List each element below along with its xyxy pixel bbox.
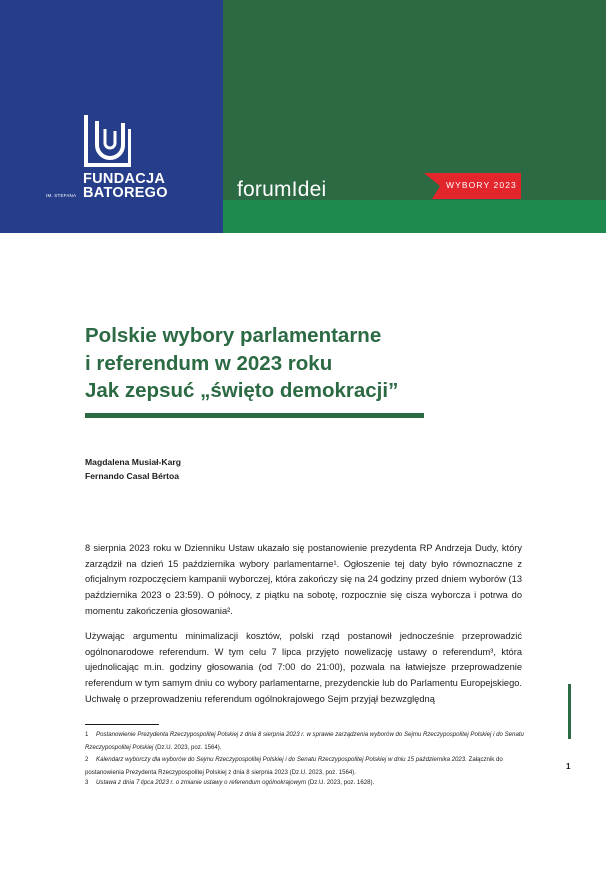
footnote-separator — [85, 724, 159, 725]
body-paragraph: Używając argumentu minimalizacji kosztów, polski rząd postanowił jednocześnie przeprowadzić ogólnonarodowe referendum. W tym celu 7 lipca przyjęto nowelizację ustawy o referendum³, która ujednolicając m.in. godziny głosowania (od 7:00 do 21:00), pozwala na łatwiejsze przeprowadzenie referendum w tym samym dniu co wybory parlamentarne, prezydenckie lub do Parlamentu Europejskiego. Uchwałę o przeprowadzeniu referendum ogólnokrajowego Sejm przyjął bezwzględną — [85, 631, 522, 704]
header-right-panel — [223, 0, 606, 200]
footnote-italic-text: Kalendarz wyborczy dla wyborów do Sejmu Rzeczypospolitej Polskiej i do Senatu Rzeczypospolitej Polskiej w dniu 15 października 2023. — [96, 756, 467, 763]
author-name: Magdalena Musiał-Karg — [85, 457, 181, 467]
footnote-italic-text: Ustawa z dnia 7 lipca 2023 r. o zmianie ustawy o referendum ogólnokrajowym — [96, 779, 307, 786]
footnote-number: 2 — [85, 756, 89, 763]
page-number: 1 — [566, 762, 571, 771]
footnote — [85, 777, 525, 790]
author-name: Fernando Casal Bértoa — [85, 471, 180, 481]
footnote-italic-text: Postanowienie Prezydenta Rzeczypospolitej Polskiej z dnia 8 sierpnia 2023 r. w sprawie zarządzenia wyborów do Sejmu Rzeczypospolitej Polskiej i do Senatu Rzeczypospolitej Polskiej — [85, 731, 524, 751]
logo-word-batorego: BATOREGO — [83, 185, 168, 201]
title-underline — [85, 413, 424, 418]
header-green-strip — [223, 200, 606, 233]
footnote-number: 1 — [85, 731, 89, 738]
document-title — [85, 322, 505, 405]
footnote-plain-text: (Dz.U. 2023, poz. 1628). — [306, 779, 375, 786]
footnote-plain-text: Załącznik do postanowienia Prezydenta Rzeczypospolitej Polskiej z dnia 8 sierpnia 2023 (Dz.U. 2023, poz. 1564). — [85, 756, 503, 776]
footnote-plain-text: (Dz.U. 2023, poz. 1564). — [153, 743, 222, 751]
title-line-2: i referendum w 2023 roku — [85, 351, 333, 375]
batory-logo-icon — [83, 115, 131, 167]
body-paragraph: 8 sierpnia 2023 roku w Dzienniku Ustaw ukazało się postanowienie prezydenta RP Andrzeja Dudy, który zarządził na dzień 15 października wybory parlamentarne¹. Ogłoszenie tej daty było równoznaczne z oficjalnym rozpoczęciem kampanii wyborczej, która zakończy się na 24 godziny przed dniem wyborów (13 października 2023 o 23:59). O północy, z piątku na sobotę, rozpocznie się cisza wyborcza i potrwa do momentu zakończenia głosowania². — [85, 543, 522, 616]
logo-word-fundacja: FUNDACJA — [83, 171, 166, 187]
margin-accent-bar — [568, 684, 571, 739]
footnote-number: 3 — [85, 779, 89, 786]
footnote — [85, 729, 525, 754]
series-name: forumIdei — [237, 178, 327, 201]
ribbon-label: WYBORY 2023 — [446, 180, 517, 190]
title-line-3: Jak zepsuć „święto demokracji” — [85, 379, 399, 402]
logo-prefix: IM. STEFANA — [46, 193, 77, 198]
footnote — [85, 754, 525, 779]
title-line-1: Polskie wybory parlamentarne — [85, 324, 382, 347]
